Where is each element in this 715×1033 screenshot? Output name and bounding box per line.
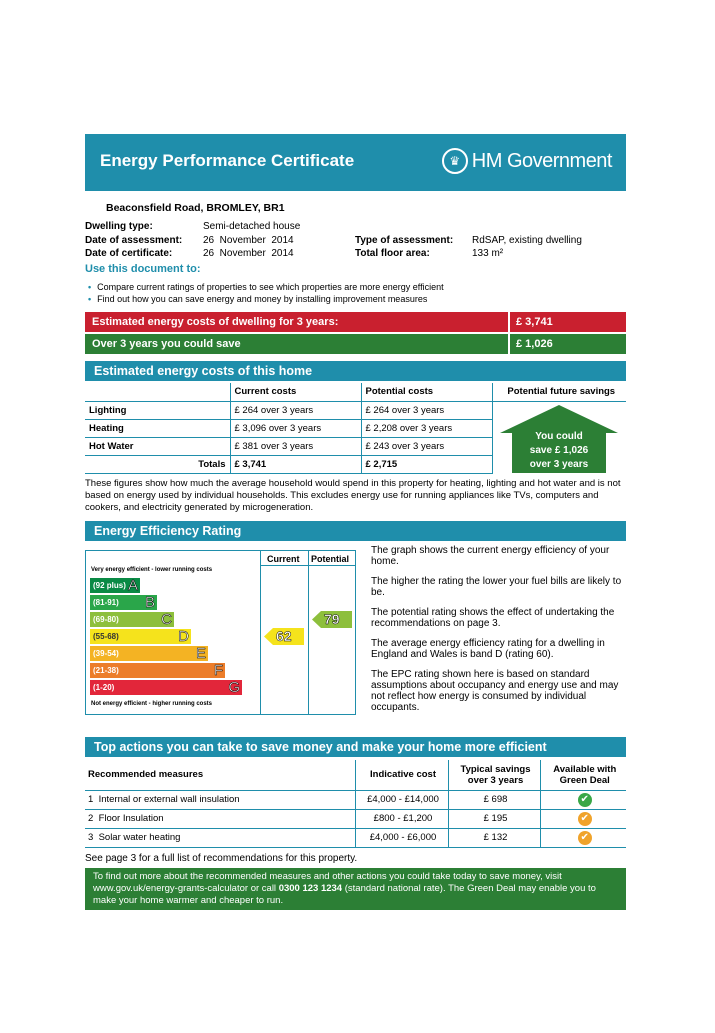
dwelling-type-value: Semi-detached house bbox=[203, 221, 301, 232]
col-potential-costs: Potential costs bbox=[361, 383, 492, 401]
table-row: Heating £ 3,096 over 3 years £ 2,208 over 3 years bbox=[85, 419, 626, 437]
table-row: 3 Solar water heating £4,000 - £6,000 £ 132 ✔ bbox=[85, 828, 626, 847]
assessment-date-label: Date of assessment: bbox=[85, 235, 183, 246]
certificate-date-value: 26 November 2014 bbox=[203, 248, 294, 259]
table-row: 2 Floor Insulation £800 - £1,200 £ 195 ✔ bbox=[85, 809, 626, 828]
current-rating-arrow: 62 bbox=[264, 628, 304, 645]
table-row: Hot Water £ 381 over 3 years £ 243 over 3 years bbox=[85, 437, 626, 455]
col-future-savings: Potential future savings bbox=[492, 383, 626, 401]
rating-paragraph: The potential rating shows the effect of undertaking the recommendations on page 3. bbox=[371, 607, 615, 629]
rating-band-e: (39-54) E bbox=[90, 646, 208, 661]
list-item: • Find out how you can save energy and money by installing improvement measures bbox=[88, 294, 428, 304]
hm-government-logo bbox=[442, 148, 612, 174]
bottom-efficiency-note: Not energy efficient - higher running costs bbox=[91, 701, 213, 707]
rating-band-f: (21-38) F bbox=[90, 663, 225, 678]
certificate-date-label: Date of certificate: bbox=[85, 248, 173, 259]
energy-rating-explanation bbox=[371, 545, 626, 722]
rating-band-a: (92 plus) A bbox=[90, 578, 140, 593]
assessment-type-value: RdSAP, existing dwelling bbox=[472, 235, 582, 246]
use-document-list bbox=[88, 281, 444, 305]
col-current-costs: Current costs bbox=[230, 383, 361, 401]
rating-paragraph: The average energy efficiency rating for a dwelling in England and Wales is band D (rating 60). bbox=[371, 638, 605, 660]
floor-area-value: 133 m² bbox=[472, 248, 504, 259]
rating-band-c: (69-80) C bbox=[90, 612, 174, 627]
recommendations-note: See page 3 for a full list of recommendations for this property. bbox=[85, 853, 358, 864]
bullet-icon: • bbox=[88, 294, 92, 304]
col-green-deal: Available with Green Deal bbox=[540, 760, 626, 790]
header-banner bbox=[85, 134, 626, 191]
rating-band-g: (1-20) G bbox=[90, 680, 242, 695]
top-efficiency-note: Very energy efficient - lower running costs bbox=[91, 567, 213, 573]
green-deal-info-box: To find out more about the recommended measures and other actions you could take today to save money, visit www.gov.uk/energy-grants-calculator or call 0300 123 1234 (standard national rate). The Green Deal may enable you to make your home warmer and cheaper to run. bbox=[85, 868, 626, 910]
savings-bar bbox=[85, 334, 626, 354]
table-row: 1 Internal or external wall insulation £4,000 - £14,000 £ 698 ✔ bbox=[85, 790, 626, 809]
col-recommended-measures: Recommended measures bbox=[85, 760, 355, 790]
rating-band-b: (81-91) B bbox=[90, 595, 157, 610]
assessment-date-value: 26 November 2014 bbox=[203, 235, 294, 246]
rating-paragraph: The higher the rating the lower your fuel bills are likely to be. bbox=[371, 576, 622, 598]
table-row: Lighting £ 264 over 3 years £ 264 over 3 years bbox=[85, 401, 626, 419]
royal-crest-icon: ♛ bbox=[442, 148, 468, 174]
green-deal-tick-icon: ✔ bbox=[578, 812, 592, 826]
energy-rating-heading: Energy Efficiency Rating bbox=[85, 521, 626, 541]
savings-label: Over 3 years you could save bbox=[92, 338, 241, 350]
recommended-measures-table bbox=[85, 760, 626, 848]
totals-row: Totals £ 3,741 £ 2,715 bbox=[85, 455, 626, 473]
col-current: Current bbox=[267, 554, 300, 564]
savings-value: £ 1,026 bbox=[508, 334, 626, 354]
dwelling-type-label: Dwelling type: bbox=[85, 221, 153, 232]
rating-paragraph: The EPC rating shown here is based on standard assumptions about occupancy and energy use and may not reflect how energy is consumed by individual occupants. bbox=[371, 669, 619, 713]
col-indicative-cost: Indicative cost bbox=[355, 760, 448, 790]
government-label: HM Government bbox=[471, 149, 612, 172]
floor-area-label: Total floor area: bbox=[355, 248, 430, 259]
energy-costs-heading: Estimated energy costs of this home bbox=[85, 361, 626, 381]
assessment-type-label: Type of assessment: bbox=[355, 235, 454, 246]
helpline-number: 0300 123 1234 bbox=[278, 883, 343, 894]
estimated-costs-bar bbox=[85, 312, 626, 332]
page-title: Energy Performance Certificate bbox=[100, 151, 355, 170]
future-savings-house-badge: You could save £ 1,026 over 3 years bbox=[500, 405, 618, 473]
estimated-costs-value: £ 3,741 bbox=[508, 312, 626, 332]
potential-rating-arrow: 79 bbox=[312, 611, 352, 628]
property-address: Beaconsfield Road, BROMLEY, BR1 bbox=[106, 202, 285, 214]
energy-rating-chart bbox=[85, 550, 356, 715]
top-actions-heading: Top actions you can take to save money and make your home more efficient bbox=[85, 737, 626, 757]
costs-explanation: These figures show how much the average household would spend in this property for heating, lighting and hot water and is not based on energy used by individual households. This excludes energy use for running appliances like TVs, computers and cookers, and electricity generated by microgeneration. bbox=[85, 478, 621, 513]
green-deal-tick-icon: ✔ bbox=[578, 831, 592, 845]
list-item: • Compare current ratings of properties to see which properties are more energy efficient bbox=[88, 282, 444, 292]
rating-paragraph: The graph shows the current energy efficiency of your home. bbox=[371, 545, 610, 567]
estimated-costs-label: Estimated energy costs of dwelling for 3 years: bbox=[92, 316, 339, 328]
use-document-heading: Use this document to: bbox=[85, 263, 201, 275]
rating-band-d: (55-68) D bbox=[90, 629, 191, 644]
green-deal-tick-icon: ✔ bbox=[578, 793, 592, 807]
bullet-icon: • bbox=[88, 282, 92, 292]
col-typical-savings: Typical savings over 3 years bbox=[448, 760, 540, 790]
col-potential: Potential bbox=[311, 554, 350, 564]
